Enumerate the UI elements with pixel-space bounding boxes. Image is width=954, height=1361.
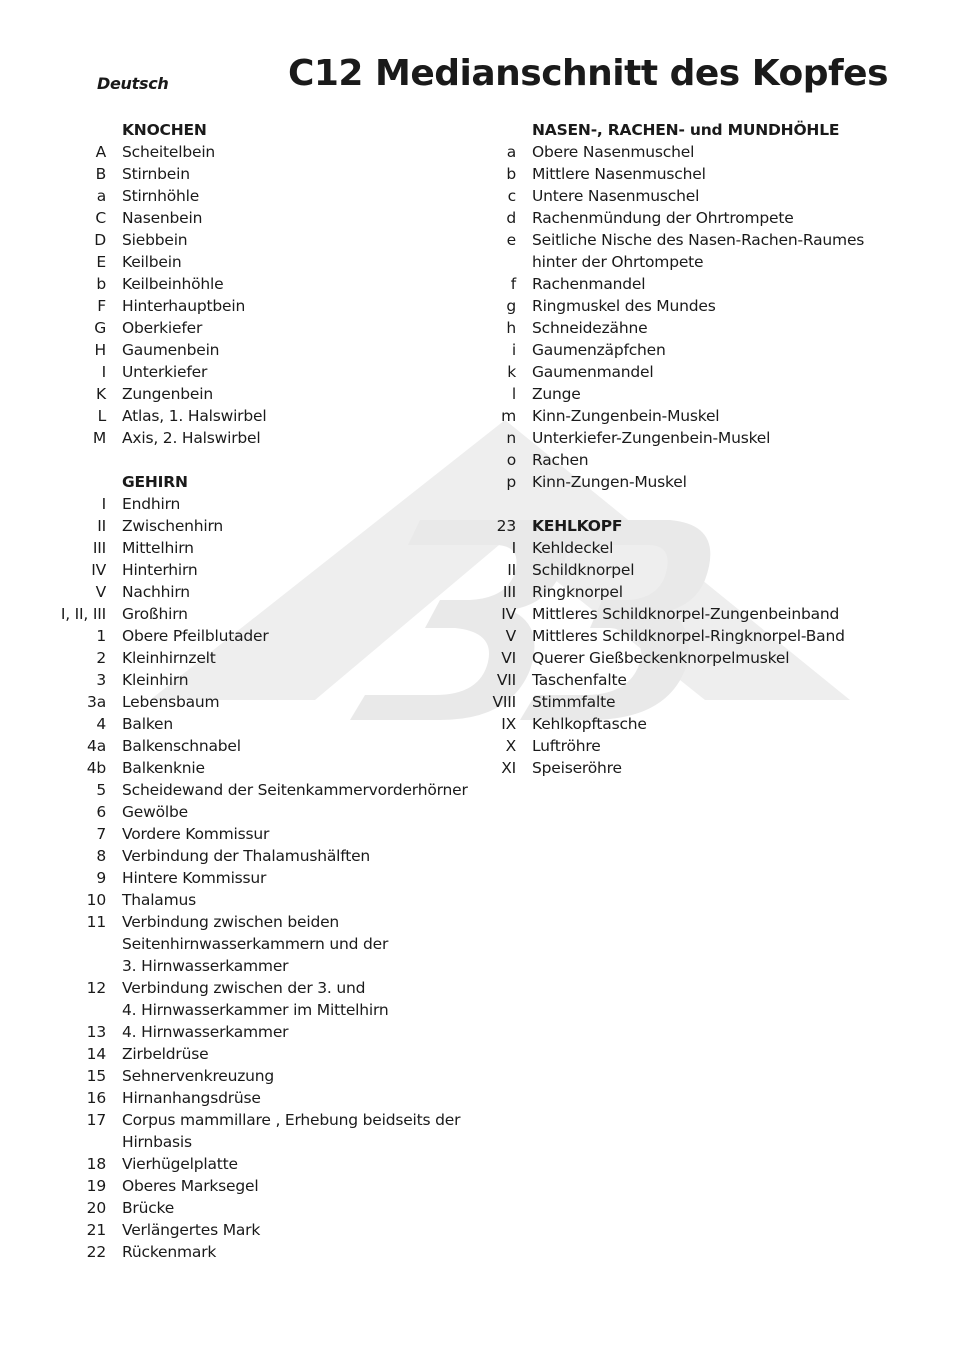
legend-text: Mittelhirn bbox=[122, 539, 194, 557]
legend-text: Schneidezähne bbox=[532, 319, 648, 337]
legend-item bbox=[400, 427, 920, 449]
legend-key: III bbox=[92, 539, 106, 557]
legend-item bbox=[0, 1065, 490, 1087]
legend-key: h bbox=[506, 319, 516, 337]
legend-key: L bbox=[97, 407, 106, 425]
legend-key: 4a bbox=[87, 737, 106, 755]
legend-text: Keilbeinhöhle bbox=[122, 275, 224, 293]
legend-item bbox=[400, 383, 920, 405]
legend-key: IV bbox=[501, 605, 516, 623]
legend-item bbox=[0, 889, 490, 911]
legend-text: Mittleres Schildknorpel-Ringknorpel-Band bbox=[532, 627, 845, 645]
section-gap bbox=[400, 493, 920, 515]
legend-item bbox=[400, 339, 920, 361]
legend-key: g bbox=[506, 297, 516, 315]
legend-text: Kehldeckel bbox=[532, 539, 614, 557]
legend-column-right bbox=[400, 119, 920, 779]
legend-key: I, II, III bbox=[60, 605, 106, 623]
legend-text: Obere Nasenmuschel bbox=[532, 143, 695, 161]
legend-item bbox=[0, 845, 490, 867]
legend-text: Axis, 2. Halswirbel bbox=[122, 429, 261, 447]
legend-key: M bbox=[92, 429, 106, 447]
legend-item bbox=[400, 713, 920, 735]
legend-item bbox=[0, 977, 490, 999]
legend-key: F bbox=[97, 297, 106, 315]
legend-key: 4b bbox=[86, 759, 106, 777]
legend-key: a bbox=[506, 143, 516, 161]
legend-text: Hirnanhangsdrüse bbox=[122, 1089, 261, 1107]
legend-key bbox=[400, 251, 532, 273]
legend-item bbox=[400, 537, 920, 559]
legend-item bbox=[0, 1153, 490, 1175]
legend-text: Kinn-Zungenbein-Muskel bbox=[532, 407, 720, 425]
legend-key: V bbox=[95, 583, 106, 601]
legend-text: Ringknorpel bbox=[532, 583, 623, 601]
legend-key: 12 bbox=[86, 979, 106, 997]
legend-item bbox=[0, 1021, 490, 1043]
legend-key: C bbox=[95, 209, 106, 227]
legend-text: Schildknorpel bbox=[532, 561, 635, 579]
legend-key: e bbox=[506, 231, 516, 249]
legend-key: l bbox=[511, 385, 516, 403]
legend-text: Stirnbein bbox=[122, 165, 190, 183]
legend-key: 18 bbox=[86, 1155, 106, 1173]
page-title: C12 Medianschnitt des Kopfes bbox=[287, 53, 888, 94]
legend-item bbox=[400, 163, 920, 185]
language-label: Deutsch bbox=[97, 74, 169, 93]
legend-text: Endhirn bbox=[122, 495, 181, 513]
legend-text: Hirnbasis bbox=[122, 1133, 192, 1151]
legend-key: IX bbox=[501, 715, 516, 733]
legend-text: 4. Hirnwasserkammer im Mittelhirn bbox=[122, 1001, 389, 1019]
legend-text: Nachhirn bbox=[122, 583, 190, 601]
legend-key: I bbox=[101, 363, 106, 381]
legend-key: E bbox=[96, 253, 106, 271]
legend-text: Kehlkopftasche bbox=[532, 715, 647, 733]
legend-text: Ringmuskel des Mundes bbox=[532, 297, 716, 315]
legend-key: A bbox=[95, 143, 106, 161]
legend-item bbox=[400, 669, 920, 691]
legend-item bbox=[400, 581, 920, 603]
legend-key: 23 bbox=[496, 517, 516, 535]
legend-key: 9 bbox=[96, 869, 106, 887]
legend-item bbox=[400, 559, 920, 581]
legend-text: Querer Gießbeckenknorpelmuskel bbox=[532, 649, 790, 667]
legend-text: Gaumenzäpfchen bbox=[532, 341, 666, 359]
section-heading-text: GEHIRN bbox=[122, 473, 188, 491]
legend-key: X bbox=[505, 737, 516, 755]
legend-text: Rachenmündung der Ohrtrompete bbox=[532, 209, 794, 227]
legend-text: Scheitelbein bbox=[122, 143, 216, 161]
legend-text: Thalamus bbox=[122, 891, 196, 909]
legend-text: Vordere Kommissur bbox=[122, 825, 270, 843]
legend-item bbox=[0, 1175, 490, 1197]
legend-key: d bbox=[506, 209, 516, 227]
legend-text: Untere Nasenmuschel bbox=[532, 187, 700, 205]
legend-key: 5 bbox=[96, 781, 106, 799]
legend-text: Mittleres Schildknorpel-Zungenbeinband bbox=[532, 605, 840, 623]
legend-key bbox=[0, 119, 122, 141]
legend-key: 8 bbox=[96, 847, 106, 865]
legend-text: Gaumenmandel bbox=[532, 363, 654, 381]
legend-text: Kinn-Zungen-Muskel bbox=[532, 473, 687, 491]
legend-key: VIII bbox=[492, 693, 516, 711]
legend-text: Zirbeldrüse bbox=[122, 1045, 209, 1063]
legend-item bbox=[0, 801, 490, 823]
legend-item bbox=[0, 1087, 490, 1109]
legend-key: G bbox=[94, 319, 106, 337]
legend-key: 14 bbox=[86, 1045, 106, 1063]
legend-key: b bbox=[506, 165, 516, 183]
legend-text: Lebensbaum bbox=[122, 693, 220, 711]
legend-key: 20 bbox=[86, 1199, 106, 1217]
legend-text: Unterkiefer-Zungenbein-Muskel bbox=[532, 429, 771, 447]
legend-text: Zungenbein bbox=[122, 385, 213, 403]
legend-item bbox=[0, 1219, 490, 1241]
legend-text: Gaumenbein bbox=[122, 341, 220, 359]
legend-text: Rachen bbox=[532, 451, 589, 469]
legend-item bbox=[0, 1109, 490, 1131]
legend-text: Hinterhirn bbox=[122, 561, 198, 579]
legend-key: 10 bbox=[86, 891, 106, 909]
legend-text: Obere Pfeilblutader bbox=[122, 627, 269, 645]
legend-key: I bbox=[511, 539, 516, 557]
legend-text: Siebbein bbox=[122, 231, 188, 249]
legend-key bbox=[400, 119, 532, 141]
legend-key: n bbox=[506, 429, 516, 447]
legend-text: Balkenknie bbox=[122, 759, 205, 777]
legend-key: I bbox=[101, 495, 106, 513]
legend-key bbox=[0, 999, 122, 1021]
legend-text: Vierhügelplatte bbox=[122, 1155, 238, 1173]
legend-key: IV bbox=[91, 561, 106, 579]
legend-item bbox=[0, 779, 490, 801]
legend-text: Unterkiefer bbox=[122, 363, 208, 381]
legend-key: II bbox=[507, 561, 516, 579]
legend-text: Keilbein bbox=[122, 253, 182, 271]
legend-item bbox=[0, 955, 490, 977]
legend-item bbox=[400, 625, 920, 647]
legend-key: b bbox=[96, 275, 106, 293]
legend-item bbox=[400, 735, 920, 757]
legend-text: Stirnhöhle bbox=[122, 187, 200, 205]
legend-key: f bbox=[510, 275, 516, 293]
legend-text: Speiseröhre bbox=[532, 759, 622, 777]
legend-key: o bbox=[506, 451, 516, 469]
legend-item bbox=[400, 229, 920, 251]
legend-item bbox=[0, 933, 490, 955]
legend-item bbox=[0, 1131, 490, 1153]
legend-item bbox=[0, 999, 490, 1021]
legend-item bbox=[0, 1241, 490, 1263]
legend-key: V bbox=[505, 627, 516, 645]
legend-key: 3 bbox=[96, 671, 106, 689]
legend-item bbox=[400, 471, 920, 493]
legend-key bbox=[0, 955, 122, 977]
legend-item bbox=[400, 295, 920, 317]
legend-item bbox=[400, 757, 920, 779]
legend-item bbox=[400, 141, 920, 163]
legend-key: 16 bbox=[86, 1089, 106, 1107]
legend-item bbox=[400, 603, 920, 625]
legend-text: Seitliche Nische des Nasen-Rachen-Raumes bbox=[532, 231, 865, 249]
legend-key: B bbox=[95, 165, 106, 183]
legend-text: Sehnervenkreuzung bbox=[122, 1067, 275, 1085]
legend-key: m bbox=[501, 407, 516, 425]
legend-text: Brücke bbox=[122, 1199, 175, 1217]
legend-item bbox=[400, 317, 920, 339]
legend-text: Balkenschnabel bbox=[122, 737, 241, 755]
legend-key: 1 bbox=[96, 627, 106, 645]
section-heading-text: NASEN-, RACHEN- und MUNDHÖHLE bbox=[532, 121, 840, 139]
section-heading bbox=[400, 515, 920, 537]
legend-text: Verlängertes Mark bbox=[122, 1221, 261, 1239]
legend-item bbox=[0, 911, 490, 933]
legend-item bbox=[400, 691, 920, 713]
legend-text: Rückenmark bbox=[122, 1243, 217, 1261]
legend-key: 15 bbox=[86, 1067, 106, 1085]
legend-text: Oberes Marksegel bbox=[122, 1177, 259, 1195]
legend-key: 3a bbox=[87, 693, 106, 711]
legend-key: 21 bbox=[86, 1221, 106, 1239]
legend-key: 6 bbox=[96, 803, 106, 821]
legend-item bbox=[400, 273, 920, 295]
legend-text: Zwischenhirn bbox=[122, 517, 224, 535]
legend-key: 4 bbox=[96, 715, 106, 733]
legend-key: i bbox=[511, 341, 516, 359]
legend-text: Mittlere Nasenmuschel bbox=[532, 165, 706, 183]
legend-key: 22 bbox=[86, 1243, 106, 1261]
section-heading-text: KEHLKOPF bbox=[532, 517, 623, 535]
section-heading bbox=[400, 119, 920, 141]
legend-text: hinter der Ohrtompete bbox=[532, 253, 704, 271]
legend-text: Verbindung der Thalamushälften bbox=[122, 847, 371, 865]
section-heading-text: KNOCHEN bbox=[122, 121, 207, 139]
legend-item bbox=[400, 361, 920, 383]
legend-key: VI bbox=[501, 649, 516, 667]
legend-text: Taschenfalte bbox=[532, 671, 627, 689]
legend-key: c bbox=[507, 187, 516, 205]
legend-text: Nasenbein bbox=[122, 209, 203, 227]
legend-key: a bbox=[96, 187, 106, 205]
legend-key bbox=[0, 471, 122, 493]
legend-text: Stimmfalte bbox=[532, 693, 616, 711]
legend-text: Kleinhirnzelt bbox=[122, 649, 216, 667]
legend-key: II bbox=[97, 517, 106, 535]
legend-key: p bbox=[506, 473, 516, 491]
legend-text: Hintere Kommissur bbox=[122, 869, 267, 887]
legend-text: Rachenmandel bbox=[532, 275, 646, 293]
legend-key: D bbox=[94, 231, 106, 249]
legend-text: Kleinhirn bbox=[122, 671, 189, 689]
legend-key: III bbox=[502, 583, 516, 601]
legend-text: Atlas, 1. Halswirbel bbox=[122, 407, 267, 425]
legend-key: 2 bbox=[96, 649, 106, 667]
legend-item bbox=[400, 405, 920, 427]
legend-item bbox=[400, 251, 920, 273]
legend-key: H bbox=[94, 341, 106, 359]
legend-key bbox=[0, 1131, 122, 1153]
legend-key: VII bbox=[496, 671, 516, 689]
legend-text: Seitenhirnwasserkammern und der bbox=[122, 935, 389, 953]
legend-text: Gewölbe bbox=[122, 803, 188, 821]
legend-text: Verbindung zwischen der 3. und bbox=[122, 979, 366, 997]
legend-text: 4. Hirnwasserkammer bbox=[122, 1023, 289, 1041]
legend-item bbox=[400, 185, 920, 207]
legend-item bbox=[400, 647, 920, 669]
legend-text: Großhirn bbox=[122, 605, 188, 623]
legend-key: 11 bbox=[86, 913, 106, 931]
legend-key bbox=[0, 933, 122, 955]
legend-text: Verbindung zwischen beiden bbox=[122, 913, 340, 931]
legend-text: Hinterhauptbein bbox=[122, 297, 246, 315]
legend-text: Balken bbox=[122, 715, 174, 733]
legend-text: Luftröhre bbox=[532, 737, 601, 755]
legend-text: Scheidewand der Seitenkammervorderhörner bbox=[122, 781, 468, 799]
legend-key: k bbox=[507, 363, 516, 381]
legend-item bbox=[0, 823, 490, 845]
legend-text: 3. Hirnwasserkammer bbox=[122, 957, 289, 975]
legend-key: XI bbox=[501, 759, 516, 777]
legend-text: Corpus mammillare , Erhebung beidseits der bbox=[122, 1111, 461, 1129]
legend-key: 7 bbox=[96, 825, 106, 843]
legend-key: 13 bbox=[86, 1023, 106, 1041]
legend-item bbox=[400, 207, 920, 229]
legend-key: 19 bbox=[86, 1177, 106, 1195]
legend-text: Zunge bbox=[532, 385, 581, 403]
legend-item bbox=[0, 1043, 490, 1065]
legend-text: Oberkiefer bbox=[122, 319, 203, 337]
legend-key: 17 bbox=[86, 1111, 106, 1129]
legend-item bbox=[0, 1197, 490, 1219]
legend-key: K bbox=[96, 385, 106, 403]
legend-item bbox=[400, 449, 920, 471]
legend-item bbox=[0, 867, 490, 889]
